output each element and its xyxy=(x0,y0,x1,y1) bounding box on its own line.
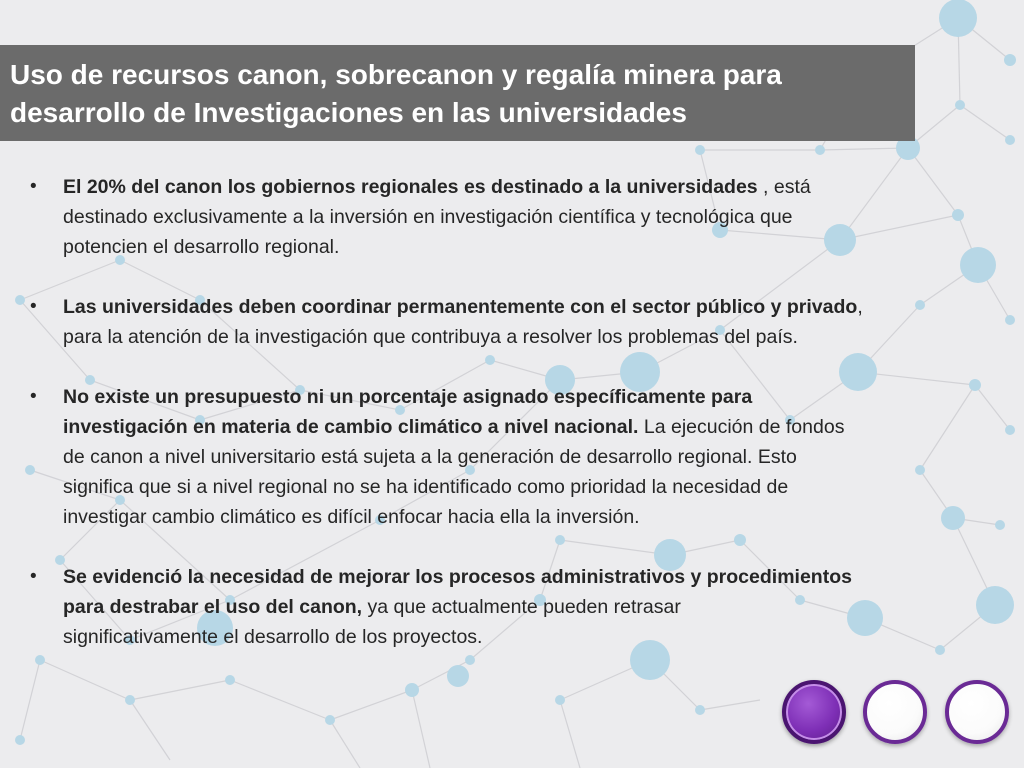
bullet-item xyxy=(30,172,990,262)
bullet-line xyxy=(63,622,990,652)
slide-title-bar xyxy=(0,45,915,141)
bullet-line xyxy=(63,562,990,592)
bullet-bold-text: El 20% del canon los gobiernos regionales es destinado a la universidades xyxy=(63,176,758,198)
bullet-text: ya que actualmente pueden retrasar xyxy=(362,596,681,618)
bullet-line xyxy=(63,322,990,352)
bullet-symbol: • xyxy=(30,566,37,587)
bullet-line xyxy=(63,232,990,262)
slide-title-line-1: Uso de recursos canon, sobrecanon y regalía minera para xyxy=(10,59,782,90)
bullet-bold-text: Las universidades deben coordinar permanentemente con el sector público y privado xyxy=(63,296,858,318)
slide-body xyxy=(30,172,990,682)
bullet-item xyxy=(30,562,990,652)
bullet-text: significativamente el desarrollo de los proyectos. xyxy=(63,626,483,648)
bullet-line xyxy=(63,442,990,472)
bullet-line xyxy=(63,412,990,442)
bullet-line xyxy=(63,502,990,532)
bullet-bold-text: para destrabar el uso del canon, xyxy=(63,596,363,618)
bullet-text: La ejecución de fondos xyxy=(638,416,845,438)
slide-title-line-2: desarrollo de Investigaciones en las universidades xyxy=(10,97,687,128)
bullet-line xyxy=(63,472,990,502)
bullet-bold-text: Se evidenció la necesidad de mejorar los procesos administrativos y procedimientos xyxy=(63,566,852,588)
bullet-text: significa que si a nivel regional no se ha identificado como prioridad la necesidad de xyxy=(63,476,789,498)
purple-filled-circle-button[interactable] xyxy=(782,680,846,744)
slide-nav-buttons xyxy=(780,680,1020,750)
bullet-text: destinado exclusivamente a la inversión en investigación científica y tecnológica que xyxy=(63,206,793,228)
bullet-line xyxy=(63,202,990,232)
bullet-bold-text: No existe un presupuesto ni un porcentaje asignado específicamente para xyxy=(63,386,753,408)
bullet-symbol: • xyxy=(30,176,37,197)
bullet-text: para la atención de la investigación que contribuya a resolver los problemas del país. xyxy=(63,326,798,348)
bullet-text: de canon a nivel universitario está sujeta a la generación de desarrollo regional. Esto xyxy=(63,446,797,468)
bullet-text: investigar cambio climático es difícil enfocar hacia ella la inversión. xyxy=(63,506,640,528)
bullet-item xyxy=(30,382,990,532)
bullet-text: potencien el desarrollo regional. xyxy=(63,236,340,258)
bullet-line xyxy=(63,592,990,622)
bullet-bold-text: investigación en materia de cambio climático a nivel nacional. xyxy=(63,416,639,438)
bullet-symbol: • xyxy=(30,386,37,407)
bullet-text: , está xyxy=(757,176,811,198)
bullet-line xyxy=(63,382,990,412)
bullet-item xyxy=(30,292,990,352)
bullet-line xyxy=(63,172,990,202)
bullet-text: , xyxy=(857,296,863,318)
bullet-line xyxy=(63,292,990,322)
bullet-symbol: • xyxy=(30,296,37,317)
white-circle-button[interactable] xyxy=(863,680,927,744)
white-circle-button[interactable] xyxy=(945,680,1009,744)
